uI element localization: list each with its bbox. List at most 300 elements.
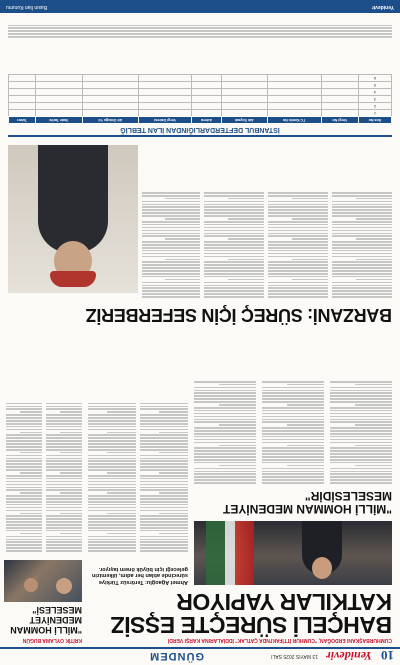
text-line xyxy=(140,501,188,503)
text-line xyxy=(219,404,256,406)
text-line xyxy=(268,235,328,237)
text-line xyxy=(268,247,328,249)
text-line xyxy=(46,487,82,489)
text-line xyxy=(6,437,42,439)
text-line xyxy=(194,398,256,400)
notice-cell xyxy=(82,75,139,82)
text-line xyxy=(330,387,392,389)
text-line xyxy=(194,421,256,423)
text-line xyxy=(262,476,324,478)
text-line xyxy=(6,495,42,497)
notice-cell xyxy=(221,96,267,103)
text-line xyxy=(204,247,264,249)
text-line xyxy=(88,437,136,439)
text-line xyxy=(262,430,324,432)
text-line xyxy=(6,515,42,517)
text-line xyxy=(142,282,200,284)
text-line xyxy=(107,472,136,474)
text-line xyxy=(142,290,200,292)
notice-col-header: Adresi xyxy=(191,117,221,124)
text-line xyxy=(140,521,188,523)
text-line xyxy=(332,296,392,298)
brand-logo: Yenidevir xyxy=(326,649,372,663)
text-line xyxy=(6,521,42,523)
notice-cell xyxy=(9,82,36,89)
text-line xyxy=(140,489,188,491)
text-line xyxy=(219,384,256,386)
notice-title: İSTANBUL DEFTERDARLIĞINDAN İLAN TEBLİĞ xyxy=(120,126,280,133)
text-line xyxy=(194,401,256,403)
text-line xyxy=(142,256,200,258)
text-line xyxy=(268,201,328,203)
text-line xyxy=(6,475,42,477)
text-line xyxy=(287,404,324,406)
text-line xyxy=(332,227,392,229)
text-line xyxy=(332,192,392,194)
text-line xyxy=(140,423,188,425)
text-line xyxy=(60,452,82,454)
text-line xyxy=(268,230,328,232)
text-line xyxy=(60,513,82,515)
text-line xyxy=(330,433,392,435)
text-line xyxy=(262,456,324,458)
text-line xyxy=(262,407,324,409)
text-line xyxy=(330,395,392,397)
text-line xyxy=(88,550,136,552)
text-line xyxy=(262,433,324,435)
text-line xyxy=(332,273,392,275)
masthead xyxy=(0,647,400,665)
text-line xyxy=(46,417,82,419)
notice-row xyxy=(9,75,392,82)
text-line xyxy=(204,267,264,269)
text-line xyxy=(140,463,188,465)
text-line xyxy=(268,287,328,289)
text-line xyxy=(6,440,42,442)
text-line xyxy=(194,413,256,415)
text-line xyxy=(268,264,328,266)
text-line xyxy=(330,476,392,478)
barzani-column-3 xyxy=(204,143,264,299)
text-line xyxy=(142,241,200,243)
text-line xyxy=(356,198,392,200)
text-line xyxy=(330,381,392,383)
text-line xyxy=(6,489,42,491)
text-line xyxy=(355,424,392,426)
text-line xyxy=(140,408,188,410)
text-line xyxy=(107,452,136,454)
text-line xyxy=(88,443,136,445)
main-photo xyxy=(194,521,392,585)
sub-article xyxy=(192,489,392,515)
text-line xyxy=(88,510,136,512)
section-tag: GÜNDEM xyxy=(149,650,204,662)
text-line xyxy=(165,279,200,281)
text-line xyxy=(60,472,82,474)
text-line xyxy=(6,463,42,465)
text-line xyxy=(332,247,392,249)
text-line xyxy=(88,429,136,431)
text-line xyxy=(262,416,324,418)
text-line xyxy=(107,411,136,413)
notice-cell xyxy=(36,103,83,110)
text-line xyxy=(268,221,328,223)
text-line xyxy=(46,429,82,431)
barzani-headwear xyxy=(50,271,96,287)
text-line xyxy=(194,419,256,421)
text-line xyxy=(88,426,136,428)
text-line xyxy=(268,267,328,269)
text-line xyxy=(142,207,200,209)
text-line xyxy=(332,270,392,272)
text-line xyxy=(6,443,42,445)
text-line xyxy=(46,434,82,436)
notice-row xyxy=(9,82,392,89)
text-line xyxy=(142,204,200,206)
text-line xyxy=(165,198,200,200)
text-line xyxy=(268,204,328,206)
text-line xyxy=(140,420,188,422)
text-line xyxy=(46,478,82,480)
notice-cell xyxy=(321,89,358,96)
text-line xyxy=(204,204,264,206)
notice-cell: 5 xyxy=(358,82,391,89)
text-line xyxy=(356,279,392,281)
text-line xyxy=(6,469,42,471)
text-line xyxy=(262,482,324,484)
text-line xyxy=(142,247,200,249)
text-line xyxy=(140,446,188,448)
text-line xyxy=(6,458,42,460)
sub-column-1 xyxy=(330,333,392,485)
footer-ad-note: Basın İlan Kurumu xyxy=(6,4,48,10)
text-line xyxy=(262,401,324,403)
notice-cell xyxy=(191,96,221,103)
text-line xyxy=(46,544,82,546)
text-line xyxy=(268,215,328,217)
text-line xyxy=(165,218,200,220)
text-line xyxy=(46,408,82,410)
text-line xyxy=(6,544,42,546)
text-line xyxy=(204,230,264,232)
text-line xyxy=(107,533,136,535)
notice-cell xyxy=(221,75,267,82)
text-line xyxy=(88,406,136,408)
text-line xyxy=(140,487,188,489)
text-line xyxy=(6,498,42,500)
legal-notice xyxy=(8,74,392,137)
text-line xyxy=(46,524,82,526)
text-line xyxy=(140,495,188,497)
sidebar-column-2 xyxy=(6,333,42,553)
text-line xyxy=(140,466,188,468)
text-line xyxy=(194,410,256,412)
article-column-1 xyxy=(140,333,188,553)
text-line xyxy=(88,417,136,419)
text-line xyxy=(330,468,392,470)
text-line xyxy=(332,230,392,232)
text-line xyxy=(107,513,136,515)
text-line xyxy=(355,404,392,406)
text-line xyxy=(46,518,82,520)
text-line xyxy=(194,473,256,475)
text-line xyxy=(330,419,392,421)
text-line xyxy=(204,261,264,263)
text-line xyxy=(6,530,42,532)
text-line xyxy=(268,212,328,214)
text-line xyxy=(142,201,200,203)
text-line xyxy=(204,221,264,223)
notice-cell xyxy=(191,75,221,82)
text-line xyxy=(88,530,136,532)
text-line xyxy=(6,518,42,520)
text-line xyxy=(46,423,82,425)
text-line xyxy=(88,507,136,509)
text-line xyxy=(88,515,136,517)
barzani-headline: BARZANİ: SÜREÇ İÇİN SEFERBERİZ xyxy=(85,305,392,325)
text-line xyxy=(194,482,256,484)
text-line xyxy=(204,215,264,217)
text-line xyxy=(262,462,324,464)
text-line xyxy=(46,437,82,439)
text-line xyxy=(330,413,392,415)
text-line xyxy=(268,285,328,287)
text-line xyxy=(268,282,328,284)
text-line xyxy=(194,476,256,478)
text-line xyxy=(88,466,136,468)
text-line xyxy=(262,447,324,449)
text-line xyxy=(194,450,256,452)
text-line xyxy=(46,420,82,422)
text-line xyxy=(262,387,324,389)
text-line xyxy=(6,539,42,541)
notice-cell xyxy=(321,75,358,82)
text-line xyxy=(46,530,82,532)
text-line xyxy=(46,507,82,509)
text-line xyxy=(204,256,264,258)
text-line xyxy=(332,290,392,292)
text-line xyxy=(159,432,188,434)
text-line xyxy=(6,423,42,425)
text-line xyxy=(262,459,324,461)
notice-cell xyxy=(139,96,192,103)
text-line xyxy=(330,462,392,464)
text-line xyxy=(332,244,392,246)
main-headline: BAHÇELİ SÜREÇTE EŞSİZ KATKILAR YAPIYOR xyxy=(111,589,392,638)
text-line xyxy=(88,440,136,442)
text-line xyxy=(268,296,328,298)
text-line xyxy=(228,279,264,281)
text-line xyxy=(142,276,200,278)
text-line xyxy=(262,439,324,441)
text-line xyxy=(194,407,256,409)
notice-row xyxy=(9,89,392,96)
notice-cell xyxy=(9,103,36,110)
text-line xyxy=(204,270,264,272)
barzani-column-4 xyxy=(142,143,200,299)
text-line xyxy=(219,445,256,447)
text-line xyxy=(204,207,264,209)
text-line xyxy=(204,296,264,298)
text-line xyxy=(140,510,188,512)
text-line xyxy=(330,473,392,475)
text-line xyxy=(88,518,136,520)
text-line xyxy=(355,465,392,467)
text-line xyxy=(60,411,82,413)
text-line xyxy=(330,471,392,473)
article-column-2 xyxy=(88,333,136,553)
notice-col-header: Vergi Dairesi xyxy=(139,117,192,124)
notice-cell xyxy=(321,82,358,89)
text-line xyxy=(165,238,200,240)
text-line xyxy=(194,447,256,449)
text-line xyxy=(88,463,136,465)
text-line xyxy=(8,30,392,32)
notice-cell xyxy=(221,110,267,117)
text-line xyxy=(6,466,42,468)
barzani-figure xyxy=(38,145,108,253)
text-line xyxy=(194,430,256,432)
notice-cell xyxy=(321,110,358,117)
text-line xyxy=(332,287,392,289)
text-line xyxy=(6,408,42,410)
notice-cell: 2 xyxy=(358,103,391,110)
notice-col-header: Adı Soyadı xyxy=(221,117,267,124)
text-line xyxy=(330,398,392,400)
text-line xyxy=(262,453,324,455)
text-line xyxy=(142,293,200,295)
text-line xyxy=(46,510,82,512)
text-line xyxy=(140,461,188,463)
text-line xyxy=(262,471,324,473)
text-line xyxy=(330,456,392,458)
text-line xyxy=(88,478,136,480)
notice-cell xyxy=(82,96,139,103)
notice-cell xyxy=(267,96,321,103)
text-line xyxy=(330,450,392,452)
text-line xyxy=(6,547,42,549)
text-line xyxy=(46,515,82,517)
text-line xyxy=(194,436,256,438)
text-line xyxy=(332,282,392,284)
text-line xyxy=(332,201,392,203)
notice-cell xyxy=(82,110,139,117)
text-line xyxy=(140,455,188,457)
barzani-column-2 xyxy=(268,143,328,299)
text-line xyxy=(107,432,136,434)
notice-cell xyxy=(139,110,192,117)
text-line xyxy=(219,424,256,426)
notice-cell xyxy=(36,75,83,82)
text-line xyxy=(355,445,392,447)
text-line xyxy=(194,479,256,481)
text-line xyxy=(140,544,188,546)
text-line xyxy=(268,276,328,278)
text-line xyxy=(330,407,392,409)
notice-cell xyxy=(82,103,139,110)
text-line xyxy=(6,449,42,451)
text-line xyxy=(204,276,264,278)
page-number: 10 xyxy=(381,648,394,663)
notice-cell xyxy=(82,89,139,96)
text-line xyxy=(194,439,256,441)
notice-cell xyxy=(321,96,358,103)
text-line xyxy=(332,195,392,197)
text-line xyxy=(88,504,136,506)
text-line xyxy=(268,241,328,243)
text-line xyxy=(46,527,82,529)
text-line xyxy=(6,507,42,509)
text-line xyxy=(6,536,42,538)
text-line xyxy=(268,253,328,255)
notice-cell xyxy=(139,75,192,82)
text-line xyxy=(268,207,328,209)
text-line xyxy=(194,390,256,392)
text-line xyxy=(332,215,392,217)
notice-cell xyxy=(321,103,358,110)
notice-cell xyxy=(191,89,221,96)
text-line xyxy=(6,417,42,419)
text-line xyxy=(6,426,42,428)
notice-cell xyxy=(267,89,321,96)
text-line xyxy=(204,285,264,287)
text-line xyxy=(140,507,188,509)
text-line xyxy=(6,406,42,408)
text-line xyxy=(6,455,42,457)
text-line xyxy=(46,495,82,497)
text-line xyxy=(194,468,256,470)
text-line xyxy=(140,469,188,471)
text-line xyxy=(292,218,328,220)
notice-row xyxy=(9,96,392,103)
text-line xyxy=(330,459,392,461)
text-line xyxy=(6,541,42,543)
notice-cell: 4 xyxy=(358,89,391,96)
text-line xyxy=(46,469,82,471)
text-line xyxy=(330,390,392,392)
text-line xyxy=(6,501,42,503)
text-line xyxy=(332,250,392,252)
main-kicker: CUMHURBAŞKANI ERDOĞAN, "CUMHUR İTTİFAKI'NDA ÇATLAK" İDDİALARINA KARŞI VERDİ xyxy=(167,637,392,643)
text-line xyxy=(140,515,188,517)
text-line xyxy=(268,192,328,194)
text-line xyxy=(228,238,264,240)
text-line xyxy=(140,434,188,436)
text-line xyxy=(356,238,392,240)
text-line xyxy=(142,192,200,194)
text-line xyxy=(20,533,42,535)
notice-cell xyxy=(9,96,36,103)
notice-cell xyxy=(36,89,83,96)
text-line xyxy=(204,192,264,194)
footer-site: Yenidevir xyxy=(371,4,394,10)
text-line xyxy=(140,458,188,460)
text-line xyxy=(6,487,42,489)
text-line xyxy=(262,450,324,452)
text-line xyxy=(332,235,392,237)
text-line xyxy=(332,253,392,255)
text-line xyxy=(204,264,264,266)
sub-headline: "MİLLİ HOMMAN MEDENİYET MESELESİDİR" xyxy=(222,489,392,516)
sidebar-kicker: KRİTİK OYLAMA BUGÜN xyxy=(22,637,82,643)
text-line xyxy=(88,539,136,541)
text-line xyxy=(46,449,82,451)
text-line xyxy=(262,410,324,412)
text-line xyxy=(330,479,392,481)
text-line xyxy=(332,293,392,295)
text-line xyxy=(332,241,392,243)
text-line xyxy=(140,429,188,431)
